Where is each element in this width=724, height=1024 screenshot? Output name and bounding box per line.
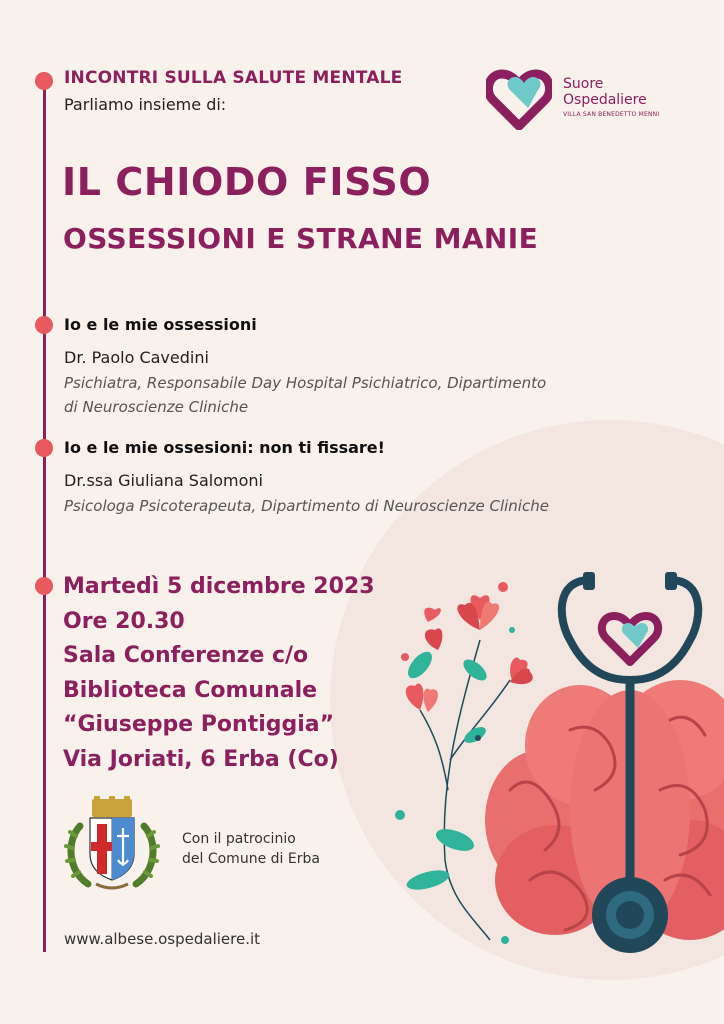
event-venue-line-2: Biblioteca Comunale bbox=[63, 677, 318, 703]
talk-2-speaker: Dr.ssa Giuliana Salomoni bbox=[64, 471, 263, 490]
event-venue-line-1: Sala Conferenze c/o bbox=[63, 643, 309, 668]
patronage-line-2: del Comune di Erba bbox=[182, 851, 320, 867]
page-subtitle: OSSESSIONI E STRANE MANIE bbox=[63, 222, 539, 255]
talk-1-role-line-1: Psichiatra, Responsabile Day Hospital Psichiatrico, Dipartimento bbox=[64, 374, 547, 392]
logo-subline: VILLA SAN BENEDETTO MENNI bbox=[563, 111, 660, 118]
timeline-dot bbox=[35, 577, 53, 595]
website-link[interactable]: www.albese.ospedaliere.it bbox=[64, 930, 261, 948]
heart-logo-icon bbox=[486, 68, 552, 130]
timeline-dot bbox=[35, 72, 53, 90]
talk-2-role-line-1: Psicologa Psicoterapeuta, Dipartimento di Neuroscienze Cliniche bbox=[64, 497, 549, 515]
timeline-dot bbox=[35, 439, 53, 457]
talk-1-role-line-2: di Neuroscienze Cliniche bbox=[64, 398, 249, 416]
coat-of-arms-icon bbox=[62, 796, 162, 894]
series-kicker: INCONTRI SULLA SALUTE MENTALE bbox=[64, 68, 403, 88]
logo-wordmark bbox=[563, 76, 647, 108]
event-time: Ore 20.30 bbox=[63, 608, 185, 634]
patronage-line-1: Con il patrocinio bbox=[182, 831, 296, 847]
logo-line-2: Ospedaliere bbox=[563, 92, 647, 108]
event-address: Via Joriati, 6 Erba (Co) bbox=[63, 746, 339, 772]
talk-2-title: Io e le mie ossesioni: non ti fissare! bbox=[64, 438, 385, 457]
timeline-dot bbox=[35, 316, 53, 334]
talk-1-title: Io e le mie ossessioni bbox=[64, 315, 257, 334]
event-venue-line-3: “Giuseppe Pontiggia” bbox=[63, 712, 335, 737]
brain-stethoscope-flowers-illustration bbox=[380, 560, 724, 980]
event-details bbox=[63, 570, 375, 777]
event-date: Martedì 5 dicembre 2023 bbox=[63, 574, 375, 599]
talk-1-role bbox=[64, 371, 644, 419]
timeline-line bbox=[43, 80, 46, 952]
intro-text: Parliamo insieme di: bbox=[64, 95, 227, 114]
page-title: IL CHIODO FISSO bbox=[62, 160, 432, 204]
talk-1-speaker: Dr. Paolo Cavedini bbox=[64, 348, 209, 367]
patronage-text bbox=[182, 829, 320, 869]
talk-2-role bbox=[64, 494, 644, 518]
logo-line-1: Suore bbox=[563, 76, 604, 92]
